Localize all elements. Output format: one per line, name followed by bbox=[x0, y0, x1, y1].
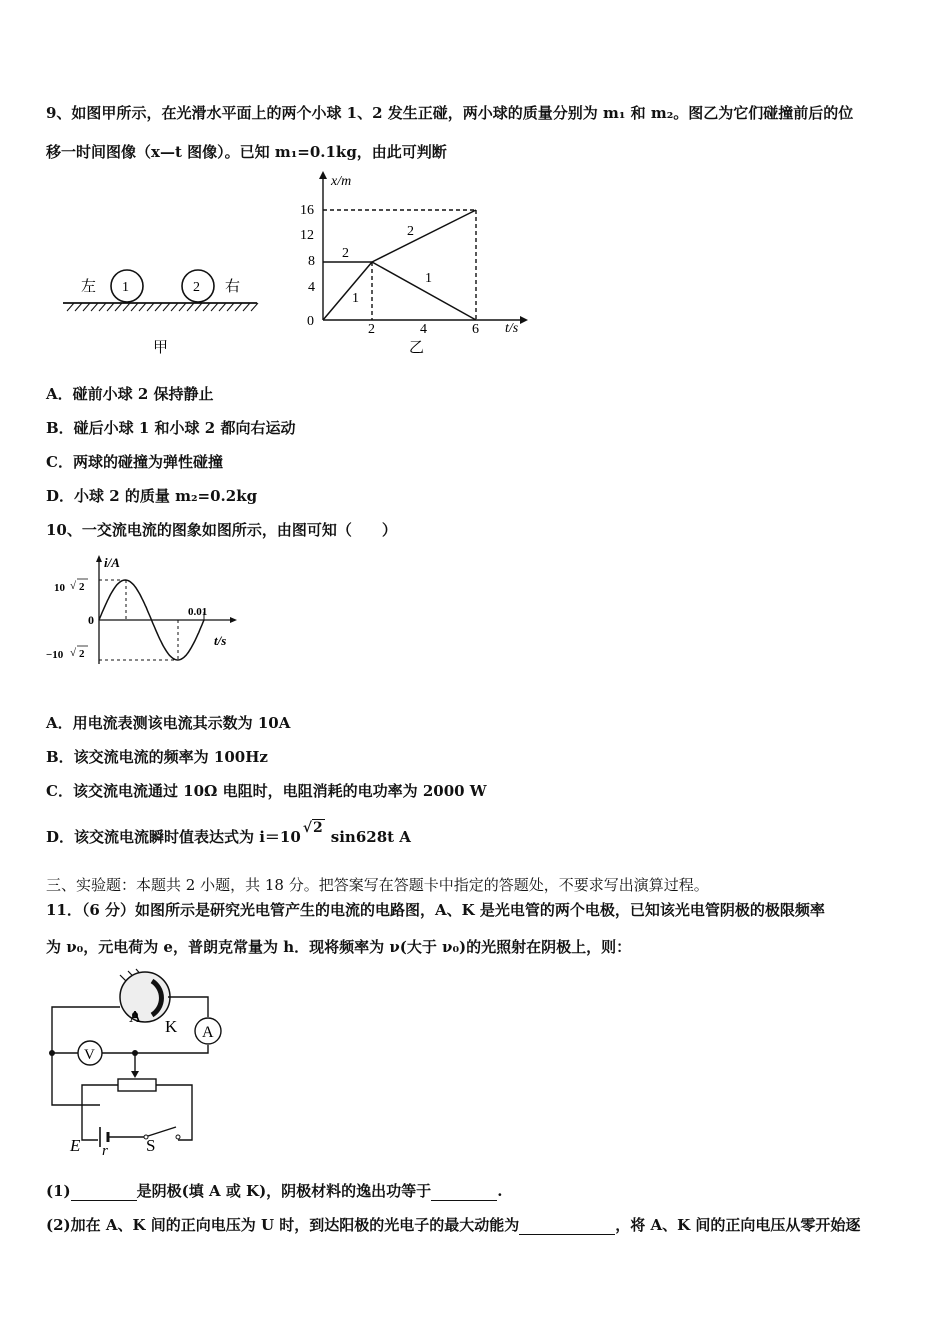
neg-sqrt-radicand: 2 bbox=[79, 648, 85, 660]
ball-2-label: 2 bbox=[193, 280, 200, 295]
q9-option-b: B．碰后小球 1 和小球 2 都向右运动 bbox=[46, 419, 296, 437]
answer-blank-2[interactable] bbox=[431, 1182, 497, 1201]
rheostat bbox=[118, 1079, 156, 1091]
answer-blank-1[interactable] bbox=[71, 1182, 137, 1201]
pos-peak-label: 10 bbox=[54, 582, 65, 594]
q9-option-d: D．小球 2 的质量 m₂=0.2kg bbox=[46, 487, 258, 505]
sqrt-expression: √2 bbox=[302, 820, 323, 836]
q10-stem: 10、一交流电流的图象如图所示，由图可知（ ） bbox=[46, 521, 397, 539]
ball1-after bbox=[372, 262, 476, 320]
label-ball1-before: 1 bbox=[352, 291, 359, 306]
figure-ac-current bbox=[44, 552, 244, 670]
q11-stem-line1: 11．（6 分）如图所示是研究光电管产生的电流的电路图，A、K 是光电管的两个电极，已知该光电管阴极的极限频率 bbox=[46, 901, 825, 919]
pos-sqrt-sign: √ bbox=[70, 580, 77, 592]
y-axis-label: x/m bbox=[331, 174, 352, 189]
i-axis-label: i/A bbox=[104, 555, 120, 570]
label-right: 右 bbox=[225, 279, 241, 295]
q11-part2-tail: ，将 A、K 间的正向电压从零开始逐 bbox=[615, 1216, 861, 1234]
q11-part1-text: 是阴极(填 A 或 K)，阴极材料的逸出功等于 bbox=[136, 1182, 432, 1200]
ground-hatching bbox=[67, 303, 258, 311]
wire-voltmeter bbox=[52, 1045, 208, 1053]
q9-stem-line1: 9、如图甲所示，在光滑水平面上的两个小球 1、2 发生正碰，两小球的质量分别为 m₁ 和 m₂。图乙为它们碰撞前后的位 bbox=[46, 104, 854, 122]
q9-stem-line2: 移一时间图像（x—t 图像）。已知 m₁=0.1kg，由此可判断 bbox=[46, 143, 447, 161]
x-tick-4: 4 bbox=[420, 322, 427, 337]
y-tick-12: 12 bbox=[300, 228, 314, 243]
q11-part2-text: (2)加在 A、K 间的正向电压为 U 时，到达阳极的光电子的最大动能为 bbox=[46, 1216, 520, 1234]
voltmeter-label: V bbox=[84, 1047, 95, 1063]
q10-option-a: A．用电流表测该电流其示数为 10A bbox=[46, 714, 291, 732]
q11-stem-line2: 为 ν₀，元电荷为 e，普朗克常量为 h．现将频率为 ν(大于 ν₀)的光照射在阴极上，则： bbox=[46, 938, 632, 956]
q10-option-d-prefix: D．该交流电流瞬时值表达式为 i＝10 bbox=[46, 828, 301, 846]
label-ball2-after: 2 bbox=[407, 224, 414, 239]
caption-jia: 甲 bbox=[153, 340, 169, 356]
label-anode: A bbox=[129, 1007, 142, 1026]
label-r: r bbox=[102, 1143, 108, 1159]
y-tick-16: 16 bbox=[300, 203, 314, 218]
ammeter-label: A bbox=[202, 1024, 214, 1041]
x-axis-label: t/s bbox=[505, 321, 519, 336]
label-s: S bbox=[146, 1136, 156, 1155]
label-left: 左 bbox=[81, 279, 97, 295]
ball2-after bbox=[372, 210, 476, 262]
section-3-heading: 三、实验题：本题共 2 小题，共 18 分。把答案写在答题卡中指定的答题处，不要求写出演算过程。 bbox=[46, 876, 709, 894]
figure-jia bbox=[55, 255, 265, 360]
sqrt-radicand: 2 bbox=[313, 820, 323, 836]
switch-s bbox=[148, 1127, 176, 1136]
figure-photoelectric-circuit bbox=[40, 965, 240, 1160]
q10-option-b: B．该交流电流的频率为 100Hz bbox=[46, 748, 268, 766]
label-cathode: K bbox=[165, 1017, 178, 1036]
label-e: E bbox=[70, 1136, 81, 1155]
label-ball2-before: 2 bbox=[342, 246, 349, 261]
q11-part1-end: . bbox=[497, 1182, 503, 1200]
neg-peak-label: −10 bbox=[46, 649, 64, 661]
t-axis-arrow bbox=[230, 617, 237, 623]
q11-part1-number: (1) bbox=[46, 1182, 71, 1200]
origin-label: 0 bbox=[88, 613, 94, 627]
q10-option-d-suffix: sin628t A bbox=[330, 828, 411, 846]
answer-blank-3[interactable] bbox=[519, 1216, 615, 1235]
neg-sqrt-sign: √ bbox=[70, 647, 77, 659]
t-tick-label: 0.01 bbox=[188, 606, 208, 618]
y-tick-8: 8 bbox=[308, 254, 315, 269]
ball1-before bbox=[323, 262, 372, 320]
origin-label: 0 bbox=[307, 314, 314, 329]
rheostat-slider bbox=[131, 1071, 139, 1078]
caption-yi: 乙 bbox=[409, 340, 425, 356]
figure-yi-xt-graph bbox=[295, 165, 535, 360]
y-axis-arrow bbox=[319, 171, 327, 179]
q9-option-c: C．两球的碰撞为弹性碰撞 bbox=[46, 453, 223, 471]
i-axis-arrow bbox=[96, 555, 102, 562]
q11-part2 bbox=[46, 1214, 860, 1235]
q10-option-d bbox=[46, 820, 411, 847]
q9-option-a: A．碰前小球 2 保持静止 bbox=[46, 385, 214, 403]
q10-option-c: C．该交流电流通过 10Ω 电阻时，电阻消耗的电功率为 2000 W bbox=[46, 782, 487, 800]
t-axis-label: t/s bbox=[214, 633, 227, 648]
label-ball1-after: 1 bbox=[425, 271, 432, 286]
ball-1-label: 1 bbox=[122, 280, 129, 295]
pos-sqrt-radicand: 2 bbox=[79, 581, 85, 593]
x-axis-arrow bbox=[520, 316, 528, 324]
x-tick-6: 6 bbox=[472, 322, 479, 337]
x-tick-2: 2 bbox=[368, 322, 375, 337]
y-tick-4: 4 bbox=[308, 280, 315, 295]
q11-part1 bbox=[46, 1180, 502, 1201]
